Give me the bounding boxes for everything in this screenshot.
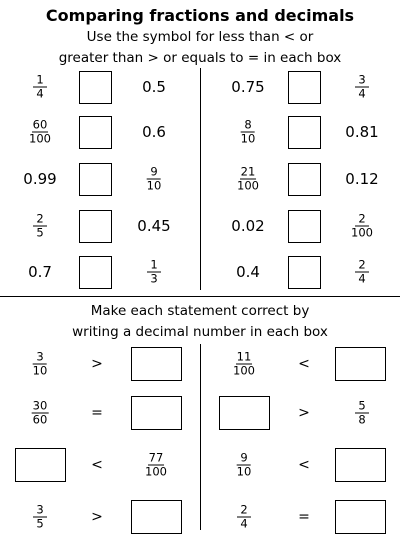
comparison-symbol: < — [298, 356, 310, 372]
decimal-value: 0.75 — [231, 78, 265, 96]
decimal-value: 0.12 — [345, 170, 379, 188]
fraction — [355, 74, 369, 101]
fraction — [351, 213, 373, 240]
answer-box[interactable] — [79, 163, 112, 196]
fraction-numerator: 2 — [355, 213, 369, 227]
fraction-numerator: 11 — [236, 349, 252, 364]
answer-box[interactable] — [335, 347, 386, 381]
fraction-denominator: 10 — [236, 464, 252, 479]
fraction — [33, 504, 47, 531]
fraction — [33, 351, 48, 378]
instruction-line: writing a decimal number in each box — [72, 324, 328, 340]
fraction-denominator: 100 — [351, 225, 373, 240]
answer-box[interactable] — [335, 448, 386, 482]
fraction-numerator: 9 — [237, 452, 251, 466]
fraction-denominator: 100 — [233, 363, 255, 378]
answer-box[interactable] — [131, 500, 182, 534]
fraction-numerator: 2 — [33, 213, 47, 227]
fraction-numerator: 2 — [237, 504, 251, 518]
fraction-denominator: 4 — [240, 516, 248, 531]
answer-box[interactable] — [219, 396, 270, 430]
fraction — [145, 452, 167, 479]
fraction-numerator: 3 — [33, 504, 47, 518]
decimal-value: 0.7 — [28, 263, 52, 281]
comparison-symbol: > — [298, 405, 310, 421]
fraction-numerator: 2 — [355, 259, 369, 273]
answer-box[interactable] — [288, 256, 321, 289]
fraction — [147, 259, 161, 286]
fraction-denominator: 100 — [145, 464, 167, 479]
comparison-symbol: = — [91, 405, 103, 421]
instructions-bottom — [0, 301, 400, 343]
answer-box[interactable] — [288, 163, 321, 196]
answer-box[interactable] — [79, 71, 112, 104]
answer-box[interactable] — [335, 500, 386, 534]
fraction — [241, 119, 256, 146]
answer-box[interactable] — [288, 210, 321, 243]
answer-box[interactable] — [131, 396, 182, 430]
answer-box[interactable] — [131, 347, 182, 381]
fraction-denominator: 100 — [237, 178, 259, 193]
comparison-symbol: > — [91, 356, 103, 372]
fraction-numerator: 3 — [355, 74, 369, 88]
answer-box[interactable] — [288, 71, 321, 104]
fraction-denominator: 60 — [32, 412, 48, 427]
answer-box[interactable] — [79, 116, 112, 149]
fraction — [237, 504, 251, 531]
fraction — [32, 400, 49, 427]
comparison-symbol: < — [298, 457, 310, 473]
fraction — [33, 213, 47, 240]
answer-box[interactable] — [288, 116, 321, 149]
fraction-denominator: 4 — [358, 86, 366, 101]
fraction — [33, 74, 47, 101]
fraction-numerator: 21 — [240, 164, 256, 179]
fraction — [355, 259, 369, 286]
fraction-denominator: 5 — [36, 516, 44, 531]
decimal-value: 0.99 — [23, 170, 57, 188]
decimal-value: 0.45 — [137, 217, 171, 235]
comparison-symbol: < — [91, 457, 103, 473]
fraction-numerator: 8 — [241, 119, 255, 133]
fraction — [355, 400, 369, 427]
fraction — [147, 166, 162, 193]
fraction-denominator: 100 — [29, 131, 51, 146]
fraction-denominator: 10 — [240, 131, 256, 146]
instruction-line: Make each statement correct by — [90, 303, 310, 319]
section-separator — [0, 296, 400, 297]
answer-box[interactable] — [79, 210, 112, 243]
fraction-denominator: 10 — [146, 178, 162, 193]
section1-divider — [200, 68, 201, 290]
fraction-denominator: 5 — [36, 225, 44, 240]
instructions-top — [0, 27, 400, 69]
worksheet-title: Comparing fractions and decimals — [45, 6, 355, 25]
fraction-numerator: 1 — [147, 259, 161, 273]
fraction-numerator: 1 — [33, 74, 47, 88]
fraction-denominator: 3 — [150, 271, 158, 286]
answer-box[interactable] — [15, 448, 66, 482]
decimal-value: 0.4 — [236, 263, 260, 281]
fraction-denominator: 8 — [358, 412, 366, 427]
answer-box[interactable] — [79, 256, 112, 289]
decimal-value: 0.5 — [142, 78, 166, 96]
fraction-numerator: 5 — [355, 400, 369, 414]
instruction-line: greater than > or equals to = in each box — [58, 50, 342, 66]
fraction — [29, 119, 51, 146]
fraction-numerator: 77 — [148, 450, 164, 465]
fraction — [233, 351, 255, 378]
fraction-denominator: 4 — [36, 86, 44, 101]
fraction-numerator: 3 — [33, 351, 47, 365]
comparison-symbol: > — [91, 509, 103, 525]
fraction — [237, 166, 259, 193]
decimal-value: 0.02 — [231, 217, 265, 235]
fraction-numerator: 9 — [147, 166, 161, 180]
fraction-numerator: 30 — [32, 398, 48, 413]
fraction-denominator: 4 — [358, 271, 366, 286]
fraction — [237, 452, 252, 479]
fraction-denominator: 10 — [32, 363, 48, 378]
fraction-numerator: 60 — [32, 117, 48, 132]
decimal-value: 0.81 — [345, 123, 379, 141]
decimal-value: 0.6 — [142, 123, 166, 141]
instruction-line: Use the symbol for less than < or — [86, 29, 314, 45]
section2-divider — [200, 344, 201, 530]
comparison-symbol: = — [298, 509, 310, 525]
